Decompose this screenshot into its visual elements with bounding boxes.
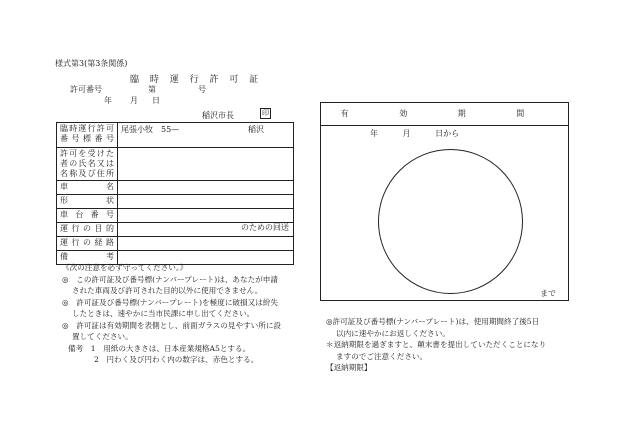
value-route[interactable] xyxy=(118,237,294,251)
row-vehicle-name xyxy=(57,181,294,195)
note-1-line1: ◎ この許可証及び番号標(ナンバープレート)は、あなたが申請 xyxy=(62,274,278,284)
row-route xyxy=(57,237,294,251)
label-applicant-line3: 名称及び住所 xyxy=(60,169,114,178)
plate-region-prefix: 尾張小牧 55— xyxy=(121,125,180,134)
notes-section xyxy=(62,262,281,366)
validity-day-from: 日から xyxy=(435,129,460,138)
return-notes-section xyxy=(326,316,546,374)
return-note-2-line2: ますのでご注意ください。 xyxy=(336,351,428,361)
value-shape[interactable] xyxy=(118,195,294,209)
plate-city: 稲沢 xyxy=(248,125,264,134)
row-purpose xyxy=(57,223,294,237)
label-vehicle-name: 車名 xyxy=(57,181,118,195)
permit-info-table xyxy=(56,122,294,265)
label-remarks: 備考 xyxy=(57,251,118,265)
return-deadline-label: 【返納期限】 xyxy=(326,363,372,372)
label-shape: 形状 xyxy=(57,195,118,209)
validity-year: 年 xyxy=(370,129,378,138)
note-2-line2: したときは、速やかに当市民課に申し出てください。 xyxy=(72,309,255,318)
row-plate-number xyxy=(57,123,294,148)
label-plate-number-line1: 臨時運行許可 xyxy=(60,124,114,133)
validity-until: まで xyxy=(540,289,556,298)
remark-1: 備考 1 用紙の大きさは、日本産業規格A5とする。 xyxy=(68,343,251,353)
value-applicant[interactable] xyxy=(118,148,294,181)
seal-stamp-box: 印 xyxy=(262,109,269,117)
label-route: 運行の経路 xyxy=(57,237,118,251)
row-chassis-number xyxy=(57,209,294,223)
issue-date-month: 月 xyxy=(130,96,138,105)
issuer-name: 稲沢市長 xyxy=(202,111,234,120)
validity-month: 月 xyxy=(402,129,411,138)
return-note-1-line1: ◎許可証及び番号標(ナンバープレート)は、使用期間終了後5日 xyxy=(326,317,540,326)
note-1-line2: された車両及び許可された目的以外に使用できません。 xyxy=(72,286,263,295)
label-plate-number xyxy=(57,123,118,148)
document-title: 臨 時 運 行 許 可 証 xyxy=(130,75,263,85)
label-applicant xyxy=(57,148,118,181)
value-purpose[interactable] xyxy=(118,223,294,237)
note-3-line1: ◎ 許可証は有効期間を表側とし、前面ガラスの見やすい所に設 xyxy=(62,320,282,330)
value-chassis-number[interactable] xyxy=(118,209,294,223)
form-number: 様式第3(第3条関係) xyxy=(55,59,128,68)
label-applicant-line1: 許可を受けた xyxy=(60,149,114,158)
note-2-line1: ◎ 許可証及び番号標(ナンバープレート)を極度に破損又は紛失 xyxy=(62,297,278,307)
purpose-suffix: のための回送 xyxy=(241,223,289,232)
label-purpose: 運行の目的 xyxy=(57,223,118,237)
permit-number-go: 号 xyxy=(198,85,206,94)
permit-number-dai: 第 xyxy=(148,85,156,94)
validity-period-header: 有 効 期 間 xyxy=(321,103,568,126)
return-note-2-line1: ＊返納期限を過ぎますと、顛末書を提出していただくことになり xyxy=(326,340,547,349)
row-shape xyxy=(57,195,294,209)
validity-circle-frame xyxy=(378,149,523,294)
validity-start-date xyxy=(370,128,481,139)
notes-header: 《次の注意を必ず守ってください。》 xyxy=(62,263,188,272)
issue-date-year: 年 xyxy=(104,96,112,105)
value-plate-number[interactable] xyxy=(118,123,294,148)
remark-2: 2 円わく及び円わく内の数字は、赤色とする。 xyxy=(94,355,259,364)
label-applicant-line2: 者の氏名又は xyxy=(60,159,114,168)
row-applicant xyxy=(57,148,294,181)
permit-number-label: 許可番号 xyxy=(70,85,102,94)
value-vehicle-name[interactable] xyxy=(118,181,294,195)
note-3-line2: 置してください。 xyxy=(72,332,133,341)
return-note-1-line2: 以内に速やかにお返しください。 xyxy=(336,328,450,338)
label-plate-number-line2: 番 号 標 番 号 xyxy=(60,134,114,143)
issue-date-day: 日 xyxy=(152,96,160,105)
label-chassis-number: 車台番号 xyxy=(57,209,118,223)
